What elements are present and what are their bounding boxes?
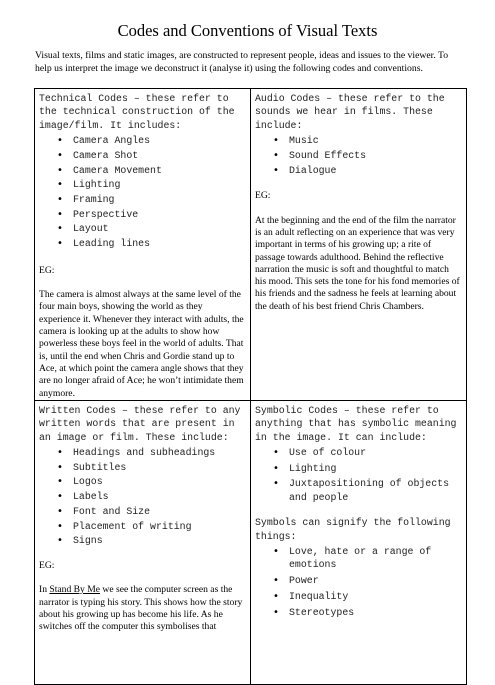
technical-codes-cell: [35, 89, 251, 401]
technical-example-paragraph: The camera is almost always at the same level of the four main boys, showing the world as they experience it. Whenever they interact with adults, the camera is looking up at the adults to show how powerless these boys feel in the world of adults. That is, until the end when Chris and Gordie stand up to Ace, at which point the camera angle shows that they are no longer afraid of Ace; he won’t intimidate them anymore.: [39, 289, 244, 399]
list-item: • Perspective: [73, 208, 246, 223]
list-item: • Lighting: [289, 462, 462, 475]
list-item: • Dialogue: [289, 164, 462, 179]
symbolic-codes-list: [255, 446, 462, 504]
list-item: • Lighting: [73, 178, 246, 193]
eg-label: EG:: [39, 559, 55, 571]
eg-label: EG:: [39, 264, 55, 276]
technical-codes-heading: Technical Codes – these refer to the technical construction of the image/film. It includes:: [39, 93, 235, 131]
audio-codes-list: [255, 134, 462, 178]
eg-label: EG:: [255, 190, 271, 202]
written-codes-cell: [35, 400, 251, 684]
list-item: • Camera Movement: [73, 164, 246, 179]
list-item: • Logos: [73, 475, 246, 490]
written-example-paragraph: [39, 584, 246, 633]
audio-codes-cell: [251, 89, 467, 401]
list-item: • Labels: [73, 490, 246, 505]
list-item: • Leading lines: [73, 237, 246, 252]
list-item: • Subtitles: [73, 461, 246, 476]
signify-heading: Symbols can signify the following things:: [255, 517, 451, 542]
list-item: • Inequality: [289, 590, 462, 603]
list-item: • Sound Effects: [289, 149, 462, 164]
list-item: • Font and Size: [73, 505, 246, 520]
codes-table: [34, 88, 467, 685]
symbolic-codes-heading: Symbolic Codes – these refer to anything that has symbolic meaning in the image. It can include:: [255, 404, 457, 443]
technical-codes-list: [39, 134, 246, 252]
list-item: • Love, hate or a range of emotions: [289, 545, 462, 572]
list-item: • Headings and subheadings: [73, 446, 246, 461]
list-item: • Use of colour: [289, 446, 462, 459]
list-item: • Layout: [73, 222, 246, 237]
intro-paragraph: Visual texts, films and static images, are constructed to represent people, ideas and issues to the viewer. To help us interpret the image we deconstruct it (analyse it) using the following codes and conventions.: [35, 50, 449, 74]
example-text-rest: we see the computer screen as the narrator is typing his story. This shows how the story about his growing up has become his life. As he switches off the computer this symbolises that: [39, 584, 243, 633]
list-item: • Framing: [73, 193, 246, 208]
list-item: • Placement of writing: [73, 520, 246, 535]
list-item: • Power: [289, 574, 462, 587]
audio-codes-heading: Audio Codes – these refer to the sounds we hear in films. These include:: [255, 93, 445, 131]
written-codes-heading: Written Codes – these refer to any written words that are present in an image or film. These include:: [39, 404, 241, 443]
symbolic-codes-cell: [251, 400, 467, 684]
table-row: [35, 89, 467, 401]
list-item: • Camera Shot: [73, 149, 246, 164]
list-item: • Signs: [73, 534, 246, 549]
page-title: Codes and Conventions of Visual Texts: [117, 21, 378, 40]
written-codes-list: [39, 446, 246, 549]
list-item: • Stereotypes: [289, 606, 462, 619]
list-item: • Music: [289, 134, 462, 149]
list-item: • Juxtapositioning of objects and people: [289, 477, 462, 504]
table-row: [35, 400, 467, 684]
list-item: • Camera Angles: [73, 134, 246, 149]
signify-list: [255, 545, 462, 619]
film-title: Stand By Me: [49, 584, 101, 596]
example-text-prefix: In: [39, 584, 50, 596]
audio-example-paragraph: At the beginning and the end of the film the narrator is an adult reflecting on an experience that was very important in terms of his growing up; a rite of passage towards adulthood. Behind the reflective narration the music is soft and thoughtful to match his mood. This sets the tone for his fond memories of his friends and the sadness he feels at learning about the death of his best friend Chris Chambers.: [255, 214, 460, 312]
